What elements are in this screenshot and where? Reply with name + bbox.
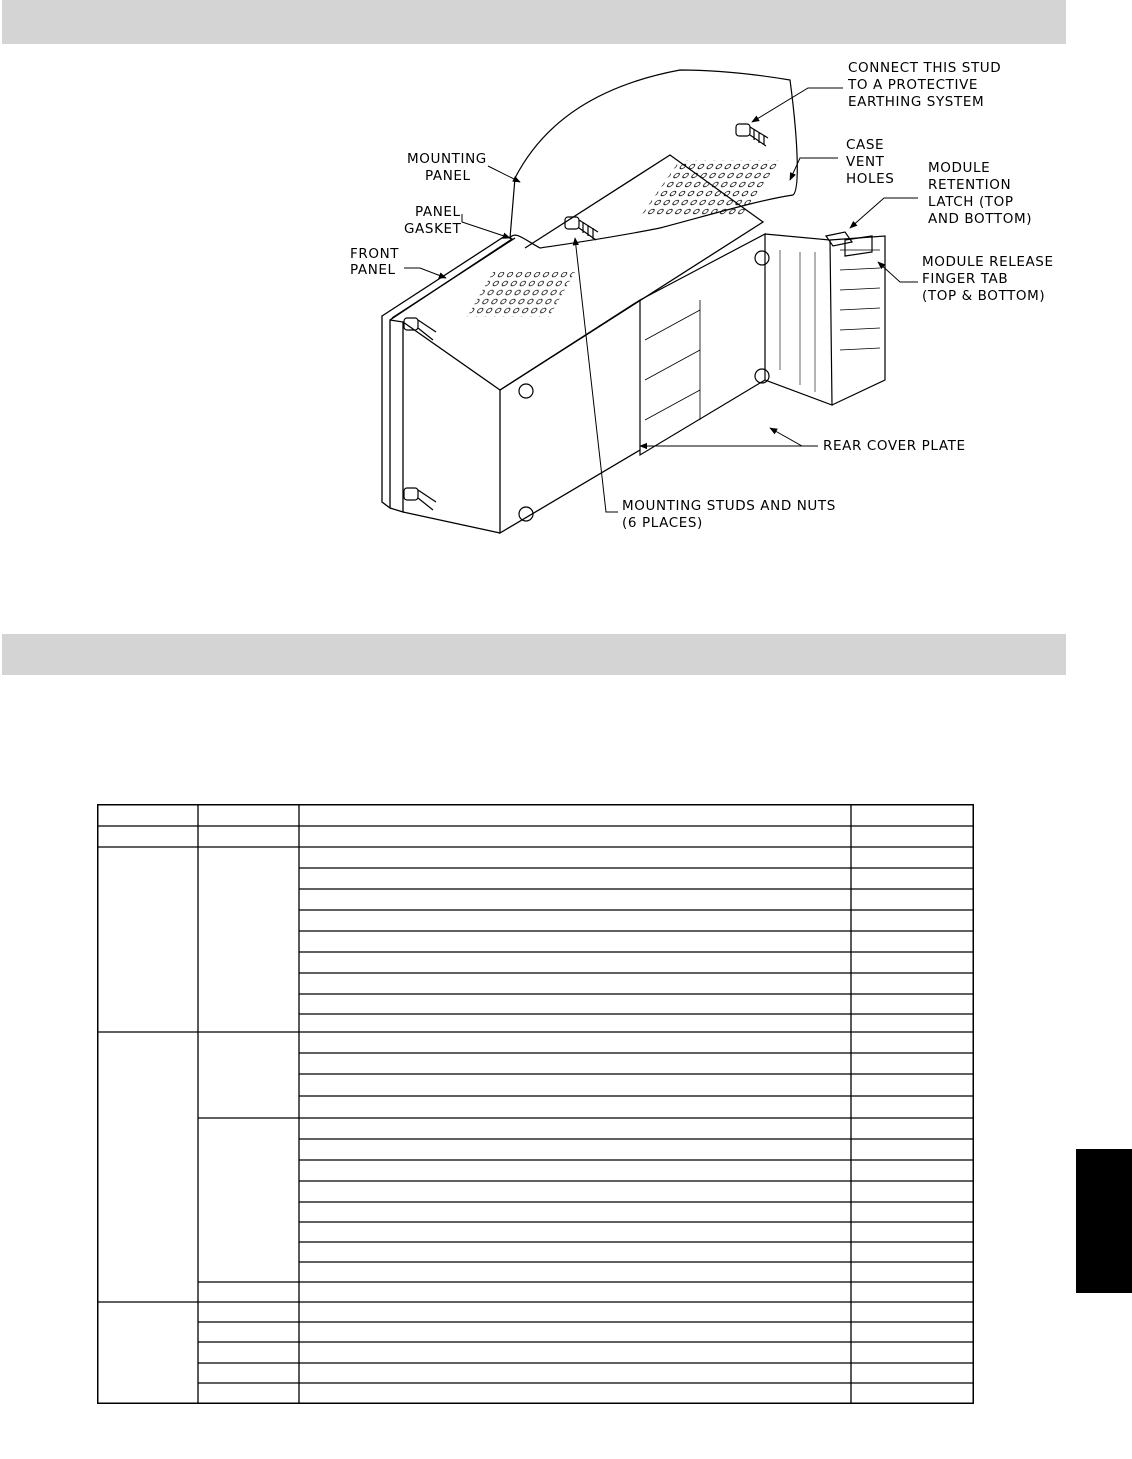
svg-text:CONNECT THIS STUD: CONNECT THIS STUD (848, 60, 1002, 76)
svg-text:GASKET: GASKET (404, 221, 462, 237)
svg-text:FRONT: FRONT (350, 246, 400, 262)
svg-text:MODULE RELEASE: MODULE RELEASE (922, 254, 1054, 270)
rear-cover-plate (640, 234, 885, 455)
callout-mounting-panel (407, 151, 487, 184)
svg-text:TO A PROTECTIVE: TO A PROTECTIVE (848, 77, 979, 93)
callout-module-release-finger-tab (922, 254, 1054, 304)
svg-text:PANEL: PANEL (350, 262, 396, 278)
svg-text:MOUNTING: MOUNTING (407, 151, 487, 167)
svg-text:FINGER TAB: FINGER TAB (922, 271, 1009, 287)
svg-text:PANEL: PANEL (425, 168, 471, 184)
mounting-panel-outline (510, 70, 797, 248)
section-header-band-middle (2, 634, 1066, 675)
svg-text:MOUNTING STUDS AND NUTS: MOUNTING STUDS AND NUTS (622, 498, 836, 514)
section-header-band-top (2, 0, 1066, 44)
callout-panel-gasket (404, 204, 462, 237)
callout-rear-cover-plate: REAR COVER PLATE (823, 438, 966, 454)
svg-text:MODULE: MODULE (928, 160, 991, 176)
top-vent-holes (641, 160, 780, 215)
case-mounting-drawing (0, 44, 1132, 604)
side-vent-holes (467, 272, 575, 317)
svg-text:EARTHING SYSTEM: EARTHING SYSTEM (848, 94, 985, 110)
svg-text:PANEL: PANEL (415, 204, 461, 220)
svg-text:LATCH (TOP: LATCH (TOP (928, 194, 1014, 210)
callout-mounting-studs (622, 498, 836, 531)
svg-text:HOLES: HOLES (846, 171, 895, 187)
callout-front-panel (350, 246, 399, 278)
callout-case-vent-holes (846, 137, 894, 187)
svg-text:VENT: VENT (846, 154, 885, 170)
module-latch (826, 232, 872, 256)
svg-text:AND BOTTOM): AND BOTTOM) (928, 211, 1033, 227)
section-thumb-tab (1076, 1149, 1132, 1293)
callout-earth-stud (847, 60, 1001, 110)
callout-module-retention-latch (928, 160, 1032, 227)
svg-text:RETENTION: RETENTION (928, 177, 1012, 193)
svg-text:(6 PLACES): (6 PLACES) (622, 515, 703, 531)
svg-text:CASE: CASE (846, 137, 885, 153)
svg-text:(TOP & BOTTOM): (TOP & BOTTOM) (922, 288, 1046, 304)
specification-table (97, 804, 974, 1404)
